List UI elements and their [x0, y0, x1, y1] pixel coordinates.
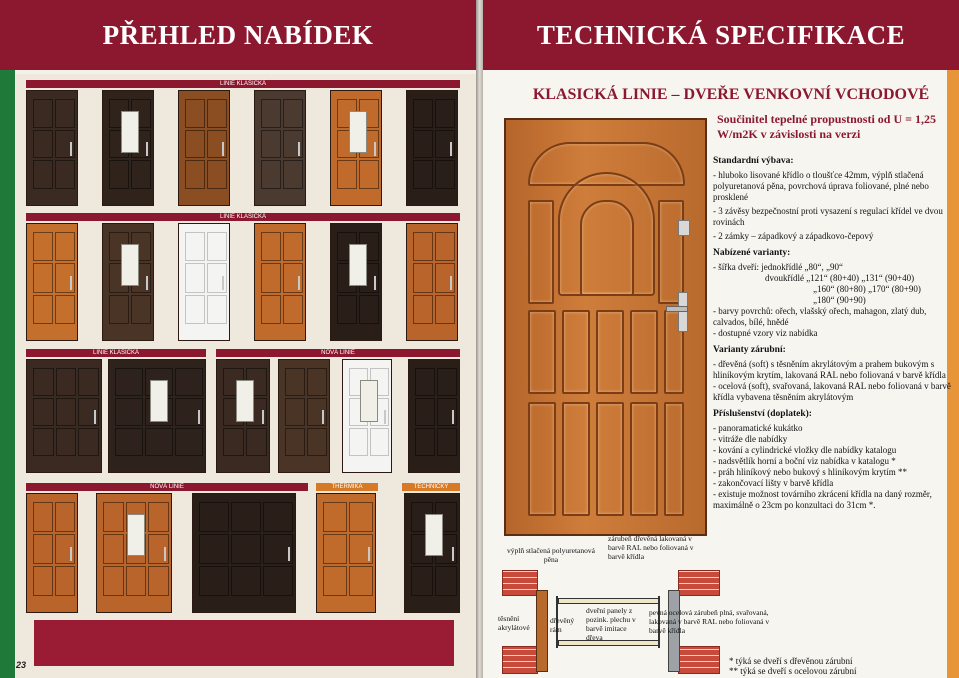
- door-panel: [337, 295, 357, 324]
- door-panel: [78, 428, 99, 456]
- door-panel: [33, 295, 53, 324]
- door-glass: [360, 380, 378, 422]
- door-panel: [55, 130, 75, 159]
- door-panel: [413, 232, 433, 261]
- right-page-title: TECHNICKÁ SPECIFIKACE: [483, 0, 959, 70]
- door-panel: [415, 398, 435, 426]
- band-row3b: NOVÁ LINIE: [216, 349, 460, 357]
- door-handle: [146, 276, 148, 290]
- standard-item: - hluboko lisované křídlo o tloušťce 42mm, výplň stlačená polyuretanová pěna, povrchová úprava foliované, plné nebo prosklené: [713, 170, 929, 202]
- door-panel: [55, 160, 75, 189]
- door-handle: [222, 142, 224, 156]
- door-panel: [56, 428, 77, 456]
- door-panel: [78, 368, 99, 396]
- door-panel: [413, 295, 433, 324]
- door-panel: [437, 368, 457, 396]
- door-panel: [562, 402, 590, 516]
- door-handle: [666, 306, 688, 312]
- door-thumbnail: [96, 493, 172, 613]
- door-panel: [207, 160, 227, 189]
- accessories-item: - vitráže dle nabídky: [713, 434, 788, 444]
- door-panel: [115, 368, 143, 396]
- door-panel: [131, 295, 151, 324]
- door-handle: [298, 142, 300, 156]
- label-seal: těsnění akrylátové: [498, 614, 530, 632]
- door-panel: [33, 566, 53, 596]
- door-panel: [231, 566, 261, 596]
- door-panel: [285, 398, 305, 426]
- door-handle: [288, 547, 290, 561]
- door-panel: [207, 130, 227, 159]
- book-spine: [476, 0, 483, 678]
- door-panel: [115, 428, 143, 456]
- door-leaf-section: [558, 598, 660, 604]
- right-page: [483, 0, 959, 678]
- door-glass: [349, 111, 367, 153]
- door-handle: [452, 410, 454, 424]
- variants-item: „180“ (90+90): [813, 295, 866, 305]
- door-panel: [349, 502, 373, 532]
- door-panel: [33, 368, 54, 396]
- door-handle: [70, 142, 72, 156]
- door-panel: [263, 502, 293, 532]
- door-panel: [131, 160, 151, 189]
- door-panel: [115, 398, 143, 426]
- door-panel: [33, 534, 53, 564]
- door-panel: [413, 263, 433, 292]
- accessories-item: - práh hliníkový nebo bukový s hliníkovým krytím **: [713, 467, 907, 477]
- door-panel: [261, 295, 281, 324]
- door-panel: [359, 160, 379, 189]
- door-panel: [55, 534, 75, 564]
- door-handle: [70, 547, 72, 561]
- door-thumbnail: [216, 359, 270, 473]
- door-thumbnail: [406, 223, 458, 341]
- door-glass: [121, 244, 139, 286]
- door-panel: [562, 310, 590, 394]
- left-page-title: PŘEHLED NABÍDEK: [0, 0, 476, 70]
- door-panel: [103, 534, 124, 564]
- door-panel: [223, 428, 244, 456]
- door-panel: [185, 263, 205, 292]
- door-panel: [263, 566, 293, 596]
- left-green-stripe: [0, 70, 15, 678]
- door-panel: [55, 502, 75, 532]
- door-panel: [435, 566, 457, 596]
- door-panel: [199, 534, 229, 564]
- door-handle: [322, 410, 324, 424]
- door-handle: [94, 410, 96, 424]
- door-panel: [33, 502, 53, 532]
- wall-brick: [502, 570, 538, 596]
- variants-heading: Nabízené varianty:: [713, 248, 791, 258]
- door-panel: [283, 232, 303, 261]
- door-thumbnail: [408, 359, 460, 473]
- door-panel: [199, 566, 229, 596]
- door-glass: [127, 514, 145, 556]
- door-thumbnail: [178, 90, 230, 206]
- door-handle: [298, 276, 300, 290]
- door-panel: [185, 160, 205, 189]
- door-panel: [413, 130, 433, 159]
- door-panel: [307, 398, 327, 426]
- door-panel: [435, 99, 455, 128]
- variants-item: „160“ (80+80) „170“ (80+90): [813, 284, 921, 294]
- footnote: * týká se dveří s dřevěnou zárubní: [729, 656, 853, 666]
- door-panel: [337, 160, 357, 189]
- door-panel: [528, 310, 556, 394]
- door-catalog: [16, 74, 476, 678]
- door-panel: [33, 232, 53, 261]
- frames-heading: Varianty zárubní:: [713, 345, 786, 355]
- door-panel: [435, 232, 455, 261]
- door-panel: [207, 232, 227, 261]
- door-panel: [103, 502, 124, 532]
- door-handle: [198, 410, 200, 424]
- door-panel: [261, 99, 281, 128]
- standard-item: - 2 zámky – západkový a západkovo-čepový: [713, 231, 874, 241]
- door-panel: [411, 566, 433, 596]
- left-page: [0, 0, 476, 678]
- door-panel: [55, 566, 75, 596]
- label-panels: dveřní panely z pozink. plechu v barvě imitace dřeva: [586, 606, 636, 642]
- door-glass: [121, 111, 139, 153]
- door-panel: [413, 99, 433, 128]
- promo-banner: [34, 620, 454, 666]
- accessories-heading: Příslušenství (doplatek):: [713, 409, 812, 419]
- door-panel: [285, 428, 305, 456]
- door-thumbnail: [178, 223, 230, 341]
- door-panel: [435, 263, 455, 292]
- band-row4a: NOVÁ LINIE: [26, 483, 308, 491]
- page-number: 23: [16, 660, 27, 670]
- door-panel: [528, 200, 554, 304]
- product-title: KLASICKÁ LINIE – DVEŘE VENKOVNÍ VCHODOVÉ: [532, 86, 930, 103]
- band-row1: LINIE KLASICKÁ: [26, 80, 460, 88]
- door-panel: [55, 263, 75, 292]
- band-row3a: LINIE KLASICKÁ: [26, 349, 206, 357]
- door-panel: [437, 428, 457, 456]
- accessories-item: - panoramatické kukátko: [713, 423, 803, 433]
- door-panel: [323, 502, 347, 532]
- door-panel: [145, 428, 173, 456]
- door-panel: [33, 160, 53, 189]
- door-panel: [415, 368, 435, 396]
- door-thumbnail: [192, 493, 296, 613]
- door-panel: [148, 502, 169, 532]
- door-panel: [307, 368, 327, 396]
- door-panel: [33, 428, 54, 456]
- band-row2: LINIE KLASICKÁ: [26, 213, 460, 221]
- door-panel: [246, 428, 267, 456]
- door-panel: [207, 99, 227, 128]
- door-panel: [283, 99, 303, 128]
- door-panel: [56, 398, 77, 426]
- door-panel: [109, 295, 129, 324]
- door-panel: [435, 160, 455, 189]
- door-panel: [55, 99, 75, 128]
- door-thumbnail: [342, 359, 392, 473]
- door-panel: [283, 263, 303, 292]
- door-panel: [185, 232, 205, 261]
- door-panel: [349, 566, 373, 596]
- variants-item: - dostupné vzory viz nabídka: [713, 328, 818, 338]
- accessories-item: - kování a cylindrické vložky dle nabídky katalogu: [713, 445, 897, 455]
- door-panel: [435, 130, 455, 159]
- door-panel: [55, 295, 75, 324]
- door-handle: [374, 142, 376, 156]
- door-panel: [370, 428, 389, 456]
- footnote: ** týká se dveří s ocelovou zárubní: [729, 666, 857, 676]
- variants-item: dvoukřídlé „121“ (80+40) „131“ (90+40): [765, 273, 915, 283]
- door-thumbnail: [26, 223, 78, 341]
- label-steel-frame: pevná ocelová zárubeň plná, svařovaná, lakovaná v barvě RAL nebo foliovaná v barvě křídla: [649, 608, 770, 635]
- variants-item: - barvy povrchů: ořech, vlašský ořech, mahagon, zlatý dub, calvados, bílé, hnědé: [713, 306, 927, 327]
- door-thumbnail: [102, 223, 154, 341]
- door-panel: [33, 398, 54, 426]
- door-panel: [413, 160, 433, 189]
- door-panel: [261, 130, 281, 159]
- door-panel: [148, 566, 169, 596]
- door-photo: [504, 118, 707, 536]
- door-glass: [425, 514, 443, 556]
- door-panel: [359, 295, 379, 324]
- door-panel: [435, 295, 455, 324]
- door-panel: [175, 368, 203, 396]
- door-panel: [185, 295, 205, 324]
- door-panel: [323, 534, 347, 564]
- door-handle: [374, 276, 376, 290]
- door-handle: [146, 142, 148, 156]
- accessories-item: - existuje možnost továrního zkrácení křídla na daný rozměr, maximálně o 23cm po konzultaci do 31cm *.: [713, 489, 932, 510]
- door-panel: [307, 428, 327, 456]
- door-panel: [175, 428, 203, 456]
- door-thumbnail: [254, 223, 306, 341]
- frames-item: - ocelová (soft), svařovaná, lakovaná RAL nebo foliovaná v barvě křídla vybavena těsněním akrylátovým: [713, 381, 951, 402]
- footnotes: [729, 656, 856, 676]
- door-panel: [207, 263, 227, 292]
- accessories-item: - nadsvětlík horní a boční viz nabídka v katalogu *: [713, 456, 896, 466]
- accessories-item: - zakončovací lišty v barvě křídla: [713, 478, 834, 488]
- door-thumbnail: [404, 493, 460, 613]
- door-thumbnail: [102, 90, 154, 206]
- door-panel: [207, 295, 227, 324]
- door-lock-plate: [678, 220, 690, 236]
- label-fill: výplň stlačená polyuretanová pěna: [507, 546, 595, 564]
- door-panel: [109, 160, 129, 189]
- door-thumbnail: [316, 493, 376, 613]
- door-panel: [630, 310, 658, 394]
- door-panel: [199, 502, 229, 532]
- standard-item: - 3 závěsy bezpečnostní proti vysazení s regulací křídel ve dvou rovinách: [713, 206, 943, 227]
- door-thumbnail: [254, 90, 306, 206]
- door-handle: [70, 276, 72, 290]
- door-panel: [185, 130, 205, 159]
- door-handle: [450, 276, 452, 290]
- door-panel: [283, 130, 303, 159]
- door-panel: [596, 310, 624, 394]
- door-panel: [33, 99, 53, 128]
- door-panel: [185, 99, 205, 128]
- thermal-subtitle: Součinitel tepelné propustnosti od U = 1,25 W/m2K v závislosti na verzi: [717, 112, 936, 141]
- door-handle-plate: [678, 292, 688, 332]
- spec-list: [713, 150, 953, 511]
- door-handle: [222, 276, 224, 290]
- door-thumbnail: [330, 223, 382, 341]
- door-thumbnail: [330, 90, 382, 206]
- door-panel: [580, 200, 634, 296]
- door-panel: [415, 428, 435, 456]
- variants-item: - šířka dveří: jednokřídlé „80“, „90“: [713, 262, 843, 272]
- door-thumbnail: [108, 359, 206, 473]
- door-thumbnail: [26, 90, 78, 206]
- wall-brick: [678, 570, 720, 596]
- door-handle: [262, 410, 264, 424]
- door-panel: [283, 160, 303, 189]
- door-panel: [55, 232, 75, 261]
- door-panel: [103, 566, 124, 596]
- door-panel: [285, 368, 305, 396]
- door-glass: [236, 380, 254, 422]
- band-row4b: THERMIKA: [316, 483, 378, 491]
- door-panel: [126, 566, 147, 596]
- door-panel: [630, 402, 658, 516]
- door-thumbnail: [278, 359, 330, 473]
- door-panel: [283, 295, 303, 324]
- wall-brick: [502, 646, 538, 674]
- door-panel: [56, 368, 77, 396]
- door-panel: [261, 160, 281, 189]
- door-handle: [164, 547, 166, 561]
- door-panel: [528, 402, 556, 516]
- standard-heading: Standardní výbava:: [713, 156, 794, 166]
- door-panel: [231, 534, 261, 564]
- frames-item: - dřevěná (soft) s těsněním akrylátovým a prahem bukovým s hliníkovým krytím, lakovaná RAL nebo foliovaná v barvě křídla: [713, 359, 946, 380]
- door-thumbnail: [26, 359, 102, 473]
- door-glass: [150, 380, 168, 422]
- label-wood-rail: dřevěný rám: [550, 616, 575, 634]
- door-panel: [323, 566, 347, 596]
- door-handle: [450, 142, 452, 156]
- door-panel: [349, 428, 368, 456]
- door-thumbnail: [26, 493, 78, 613]
- label-wood-frame: zárubeň dřevěná lakovaná v barvě RAL nebo foliovaná v barvě křídla: [608, 534, 694, 561]
- door-handle: [368, 547, 370, 561]
- door-panel: [664, 402, 684, 516]
- door-panel: [437, 398, 457, 426]
- band-row4c: TECHNICKÝ: [402, 483, 460, 491]
- wall-brick: [678, 646, 720, 674]
- door-handle: [384, 410, 386, 424]
- door-panel: [231, 502, 261, 532]
- door-panel: [596, 402, 624, 516]
- door-handle: [452, 547, 454, 561]
- door-thumbnail: [406, 90, 458, 206]
- door-glass: [349, 244, 367, 286]
- door-panel: [33, 263, 53, 292]
- door-panel: [658, 200, 684, 304]
- door-panel: [261, 263, 281, 292]
- door-panel: [261, 232, 281, 261]
- door-panel: [33, 130, 53, 159]
